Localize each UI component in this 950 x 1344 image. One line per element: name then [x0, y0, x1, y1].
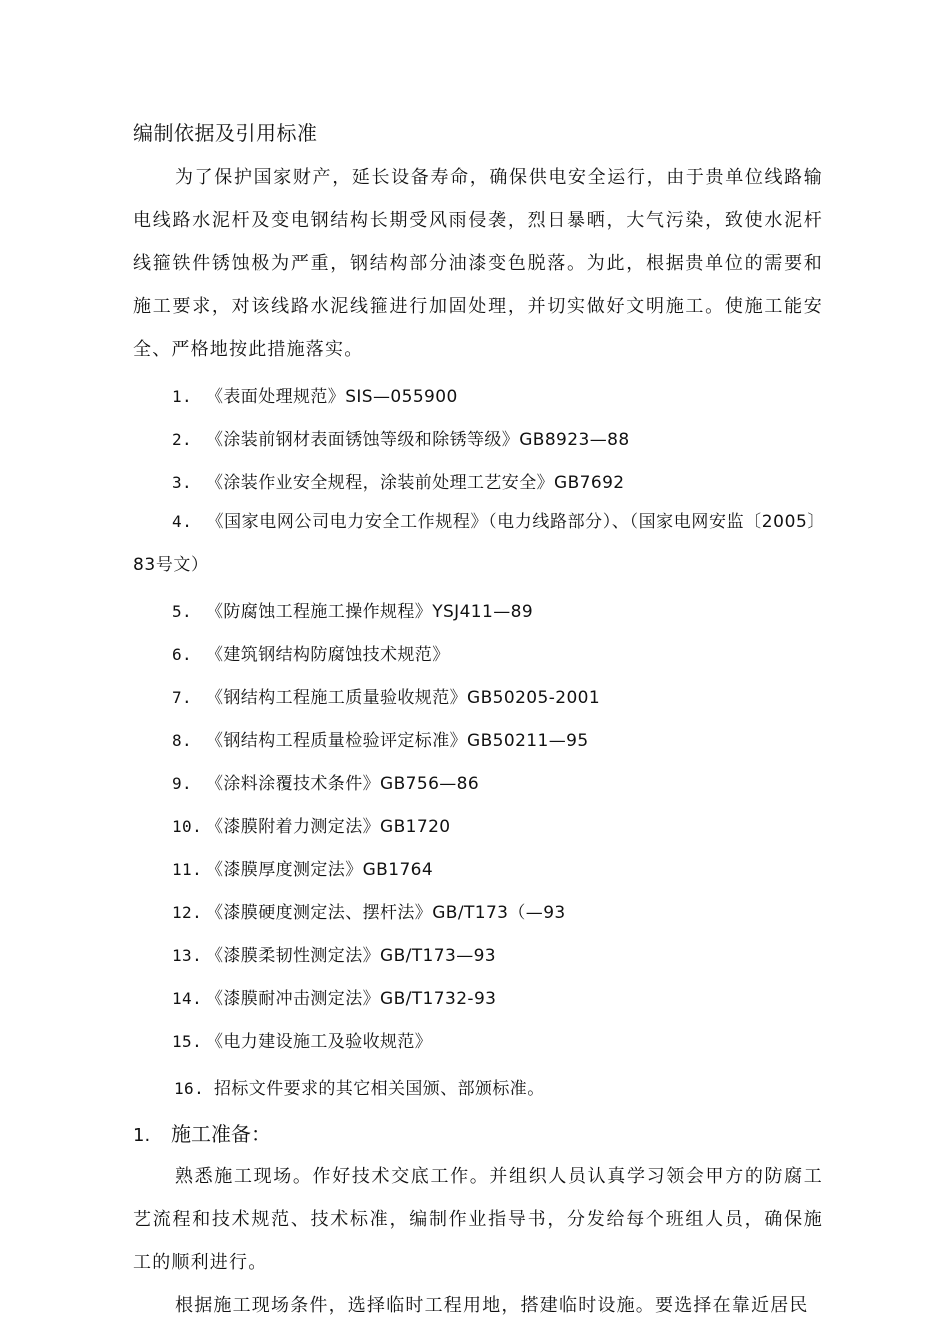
- list-item-number: 5.: [172, 602, 193, 621]
- list-item: [172, 812, 451, 837]
- list-item-number: 15.: [172, 1032, 203, 1051]
- list-item: [172, 425, 630, 450]
- list-item-number: 9.: [172, 774, 193, 793]
- section-title: 施工准备：: [171, 1122, 271, 1146]
- list-item: [172, 941, 496, 966]
- section-number: 1.: [133, 1125, 151, 1146]
- list-item-number: 6.: [172, 645, 193, 664]
- list-item-text: 《漆膜厚度测定法》GB1764: [206, 860, 434, 880]
- section-paragraph: 根据施工现场条件，选择临时工程用地，搭建临时设施。要选择在靠近居民: [175, 1295, 809, 1316]
- list-item-number: 2.: [172, 430, 193, 449]
- list-item-text: 《涂料涂覆技术条件》GB756—86: [206, 774, 480, 794]
- list-item-text: 《漆膜附着力测定法》GB1720: [206, 817, 451, 837]
- list-item: [174, 1074, 545, 1099]
- list-item-number: 11.: [172, 860, 203, 879]
- list-item-number: 12.: [172, 903, 203, 922]
- list-item-text: 《漆膜柔韧性测定法》GB/T173—93: [206, 946, 497, 966]
- section-paragraph: 熟悉施工现场。作好技术交底工作。并组织人员认真学习领会甲方的防腐工艺流程和技术规范、技术标准，编制作业指导书，分发给每个班组人员，确保施工的顺利进行。: [133, 1166, 823, 1273]
- list-item: [172, 855, 433, 880]
- list-item: [172, 597, 533, 622]
- list-item-text: 《电力建设施工及验收规范》: [206, 1032, 433, 1052]
- list-item-text: 《涂装作业安全规程，涂装前处理工艺安全》GB7692: [206, 473, 625, 493]
- list-item-text: 《表面处理规范》SIS—055900: [206, 387, 458, 407]
- list-item-number: 14.: [172, 989, 203, 1008]
- list-item: [172, 1027, 432, 1052]
- list-item: [172, 468, 625, 493]
- list-item-text: 《钢结构工程质量检验评定标准》GB50211—95: [206, 731, 589, 751]
- list-item-number: 8.: [172, 731, 193, 750]
- list-item-text: 《建筑钢结构防腐蚀技术规范》: [206, 645, 450, 665]
- list-item-number: 3.: [172, 473, 193, 492]
- list-item-text: 《漆膜硬度测定法、摆杆法》GB/T173（—93: [206, 903, 566, 923]
- list-item-text: 《钢结构工程施工质量验收规范》GB50205-2001: [206, 688, 601, 708]
- list-item-number: 1.: [172, 387, 193, 406]
- section-heading: [133, 1118, 271, 1147]
- list-item-number: 4.: [172, 512, 193, 531]
- document-title: 编制依据及引用标准: [133, 121, 318, 145]
- list-item-text: 《漆膜耐冲击测定法》GB/T1732-93: [206, 989, 497, 1009]
- list-item: [172, 984, 496, 1009]
- list-item: [172, 898, 566, 923]
- list-item-text: 招标文件要求的其它相关国颁、部颁标准。: [214, 1079, 545, 1099]
- intro-paragraph: 为了保护国家财产，延长设备寿命，确保供电安全运行，由于贵单位线路输电线路水泥杆及变电钢结构长期受风雨侵袭，烈日暴晒，大气污染，致使水泥杆线箍铁件锈蚀极为严重，钢结构部分油漆变色脱落。为此，根据贵单位的需要和施工要求，对该线路水泥线箍进行加固处理，并切实做好文明施工。使施工能安全、严格地按此措施落实。: [133, 167, 823, 360]
- list-item-number: 16.: [174, 1079, 205, 1098]
- list-item: [172, 382, 458, 407]
- list-item: [133, 500, 823, 587]
- list-item-number: 10.: [172, 817, 203, 836]
- list-item-text: 《涂装前钢材表面锈蚀等级和除锈等级》GB8923—88: [206, 430, 630, 450]
- list-item-number: 13.: [172, 946, 203, 965]
- list-item-number: 7.: [172, 688, 193, 707]
- list-item: [172, 769, 479, 794]
- list-item: [172, 683, 600, 708]
- list-item-text: 《国家电网公司电力安全工作规程》（电力线路部分）、（国家电网安监〔2005〕83号文）: [133, 512, 817, 575]
- list-item: [172, 640, 450, 665]
- list-item: [172, 726, 589, 751]
- list-item-text: 《防腐蚀工程施工操作规程》YSJ411—89: [206, 602, 534, 622]
